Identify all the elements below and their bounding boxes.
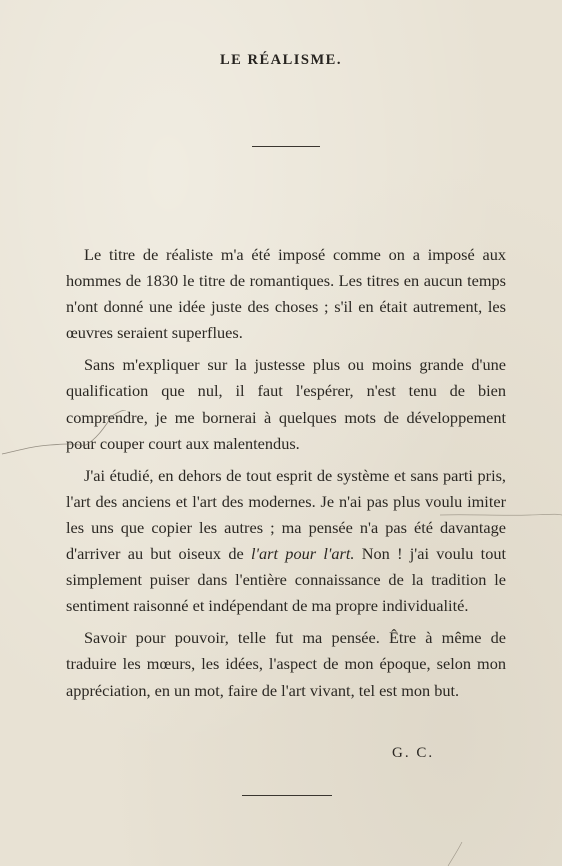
- paragraph-3-part-1: J'ai étudié, en dehors de tout esprit de système et sans parti pris, l'art des anciens et l'art des modernes. Je n'ai pas plus voulu imiter les uns que copier les autres ; ma pensée n'a pas été davantage d'arriver au but oiseux de: [66, 465, 506, 564]
- top-divider-rule: [252, 146, 320, 147]
- page-title: LE RÉALISME.: [220, 52, 342, 68]
- paragraph-2: Sans m'expliquer sur la justesse plus ou moins grande d'une qualification que nul, il faut l'espérer, n'est tenu de bien comprendre, je me bornerai à quelques mots de développement pour couper court aux malentendus.: [66, 355, 506, 453]
- paper-crease-bottom: [440, 842, 470, 866]
- paragraph-3-part-2: Non ! j'ai voulu tout simplement puiser dans l'entière connaissance de la tradition le sentiment raisonné et indépendant de ma propre individualité.: [66, 544, 507, 616]
- paragraph-3: [66, 463, 506, 620]
- bottom-divider-rule: [242, 795, 332, 796]
- signature-initials: G. C.: [392, 745, 435, 761]
- paragraph-1: Le titre de réaliste m'a été imposé comme on a imposé aux hommes de 1830 le titre de romantiques. Les titres en aucun temps n'ont donné une idée juste des choses ; s'il en était autrement, les œuvres seraient superflues.: [66, 245, 506, 343]
- italic-phrase: l'art pour l'art.: [251, 544, 355, 564]
- paragraph-4: Savoir pour pouvoir, telle fut ma pensée. Être à même de traduire les mœurs, les idées, l'aspect de mon époque, selon mon appréciation, en un mot, faire de l'art vivant, tel est mon but.: [66, 628, 506, 700]
- manifesto-text: [66, 242, 506, 710]
